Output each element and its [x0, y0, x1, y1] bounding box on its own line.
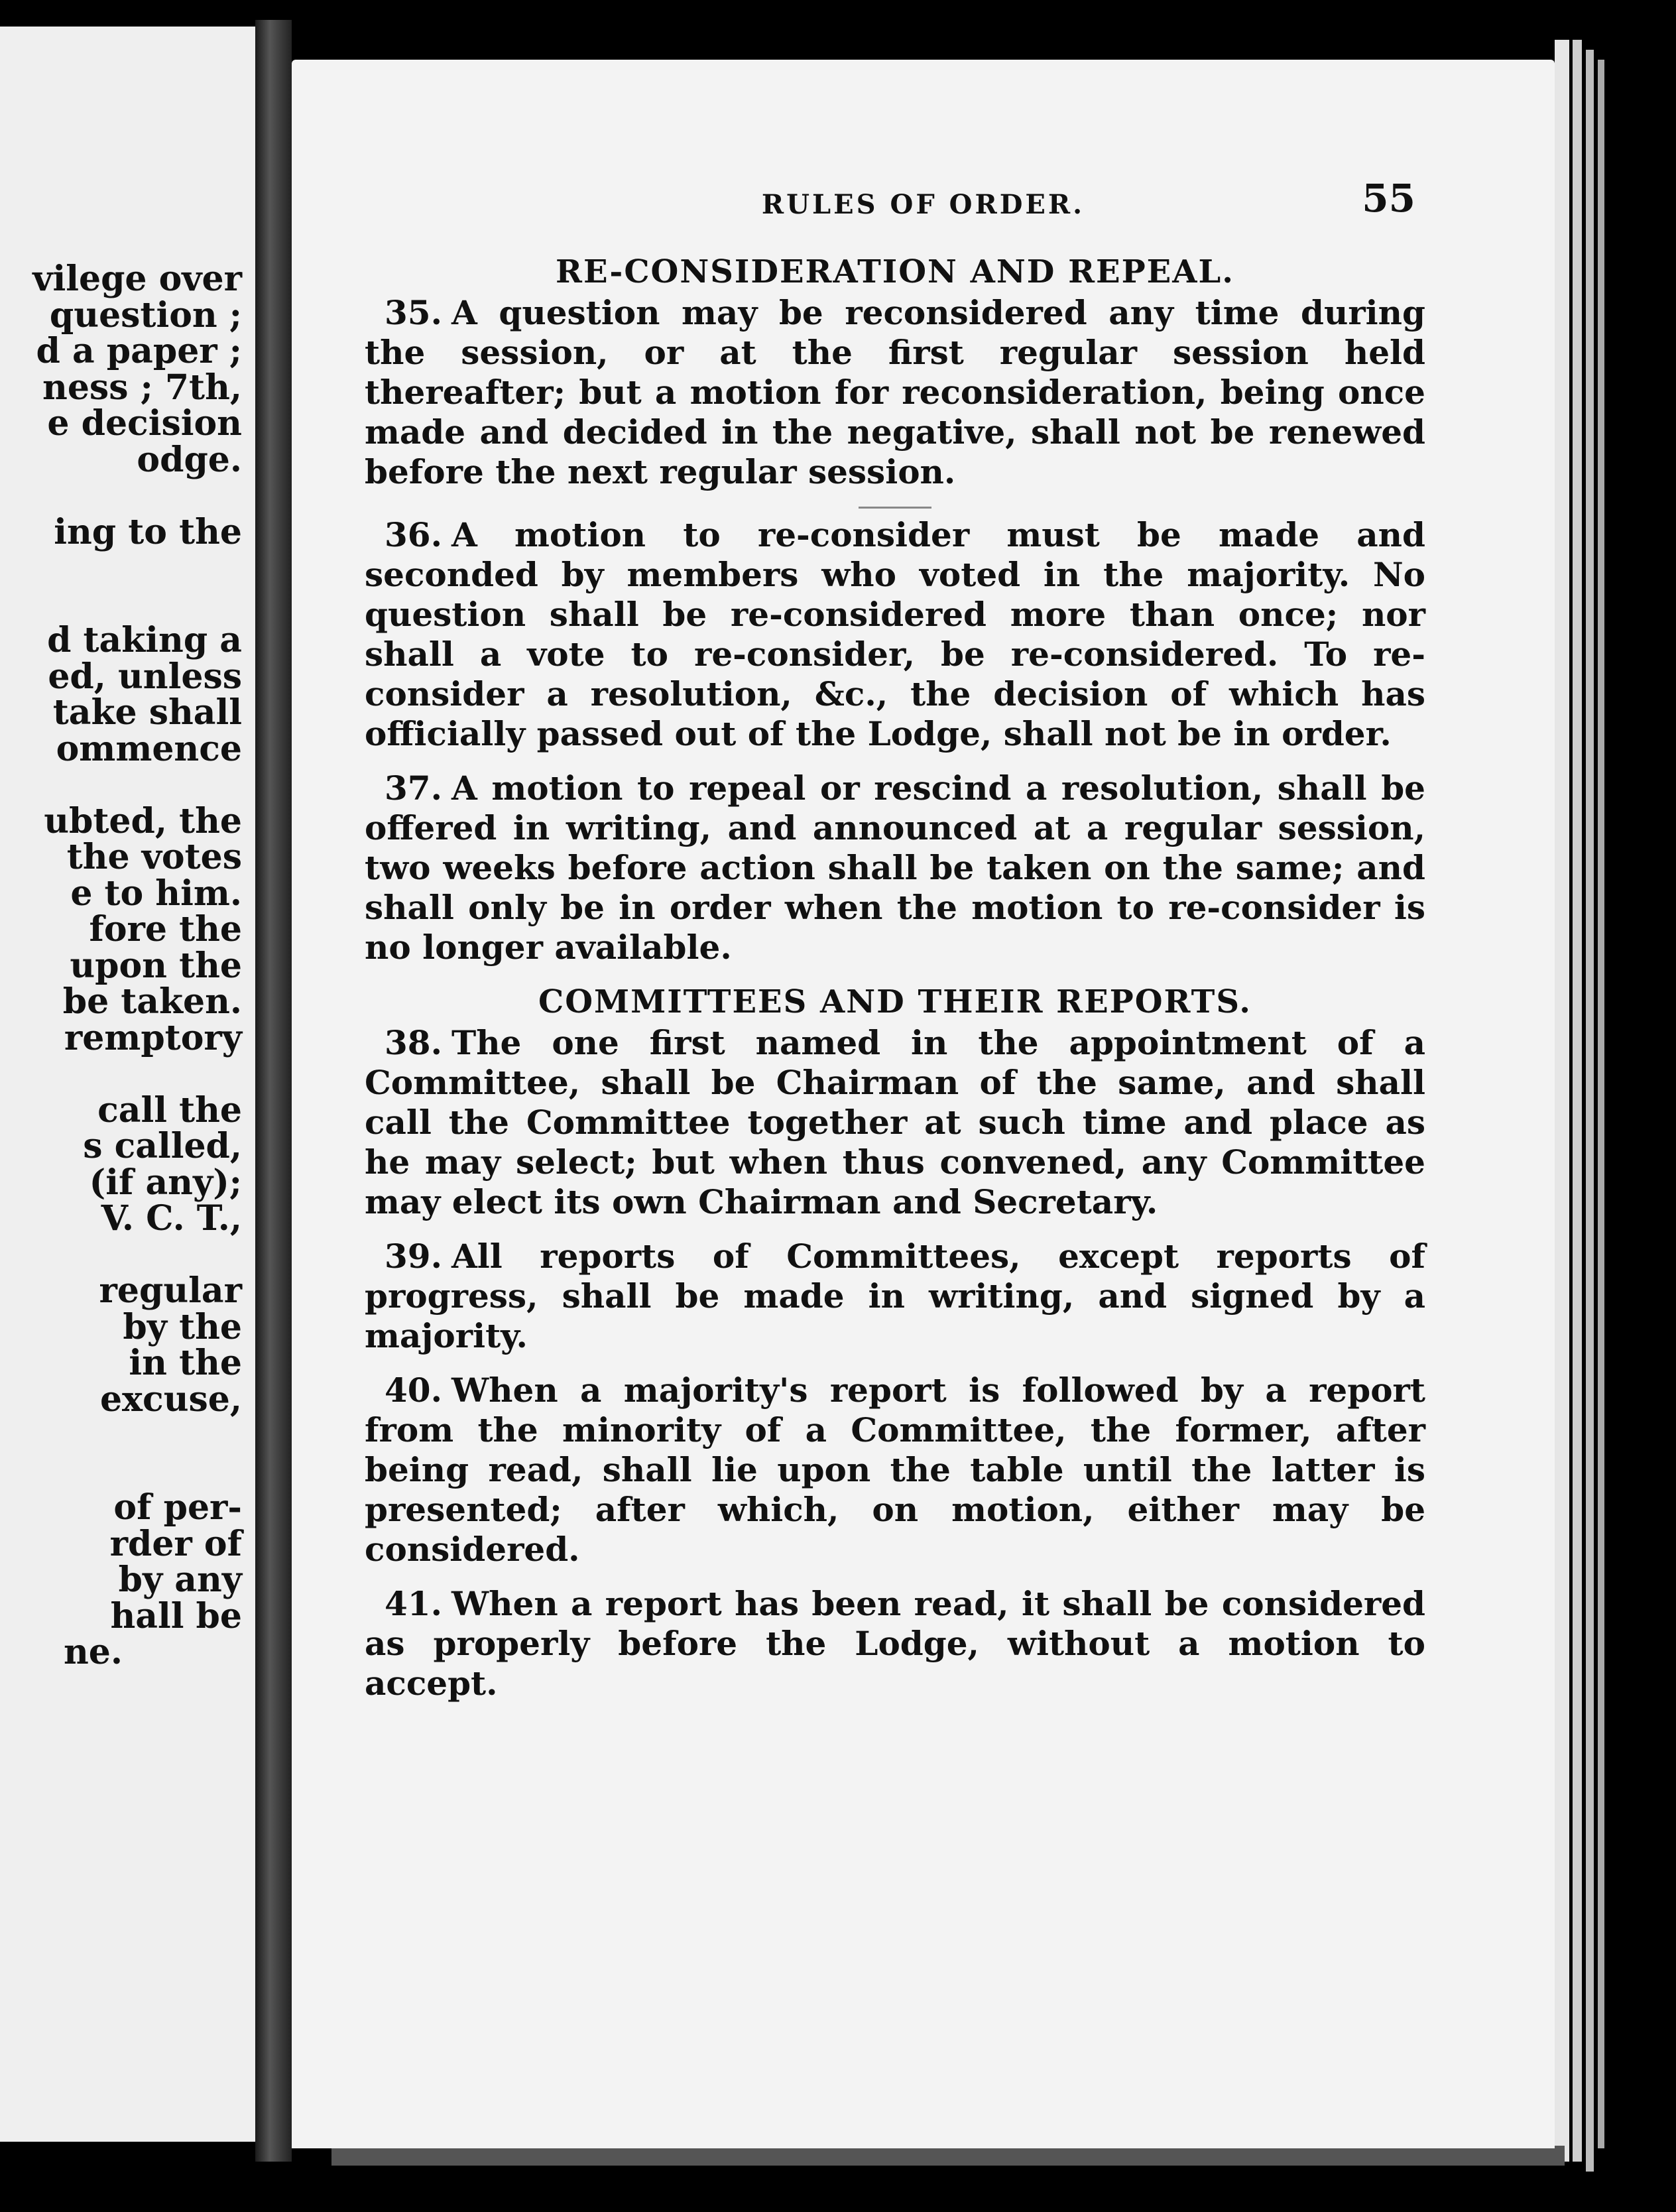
- rule-paragraph: [365, 515, 1425, 754]
- rule-text: When a report has been read, it shall be considered as properly before the Lodge, without a motion to accept.: [365, 1584, 1425, 1703]
- facing-page-line: call the: [97, 1089, 242, 1131]
- facing-page-line: ness ; 7th,: [42, 367, 242, 408]
- rule-paragraph: [365, 768, 1425, 967]
- facing-page-line: in the: [129, 1343, 242, 1383]
- facing-page-line: ommence: [56, 728, 242, 769]
- facing-page-line: the votes: [66, 837, 242, 877]
- facing-page-line: fore the: [89, 909, 242, 950]
- facing-page-line: s called,: [83, 1126, 242, 1166]
- page-edge: [1555, 40, 1569, 2162]
- facing-page-line: d a paper ;: [36, 331, 242, 371]
- facing-page-line: vilege over: [32, 259, 242, 299]
- rule-number: 40.: [385, 1371, 442, 1410]
- facing-page-line: V. C. T.,: [101, 1198, 242, 1239]
- facing-page-line: ubted, the: [44, 800, 242, 841]
- facing-page-line: odge.: [137, 439, 242, 480]
- rule-number: 36.: [385, 515, 442, 554]
- page-body: [365, 252, 1425, 1718]
- facing-page-line: remptory: [64, 1017, 242, 1058]
- rule-text: A motion to repeal or rescind a resolution, shall be offered in writing, and announced at a regular session, two weeks before action shall be taken on the same; and shall only be in order when the motion to re-consider is no longer available.: [365, 768, 1425, 967]
- facing-page-line: by any: [118, 1560, 242, 1600]
- facing-page-line: be taken.: [62, 981, 242, 1022]
- divider: [859, 507, 931, 509]
- facing-page-line: rder of: [109, 1523, 242, 1564]
- rule-text: When a majority's report is followed by a report from the minority of a Committee, the former, after being read, shall lie upon the table until the latter is presented; after which, on motion, either may be considered.: [365, 1371, 1425, 1569]
- rule-paragraph: [365, 293, 1425, 492]
- facing-page-line: ed, unless: [48, 656, 242, 697]
- page-edge: [1573, 40, 1582, 2162]
- facing-page-line: by the: [123, 1306, 242, 1347]
- facing-page-line: ne.: [64, 1632, 123, 1672]
- book-gutter: [255, 20, 292, 2162]
- running-head: RULES OF ORDER.: [761, 189, 1085, 220]
- rule-number: 35.: [385, 293, 442, 332]
- rule-paragraph: [365, 1023, 1425, 1222]
- facing-page-line: take shall: [52, 692, 242, 733]
- page-edge: [1586, 50, 1594, 2172]
- rule-text: The one first named in the appointment of a Committee, shall be Chairman of the same, and shall call the Committee together at such time and place as he may select; but when thus convened, any Committee may elect its own Chairman and Secretary.: [365, 1023, 1425, 1221]
- page-number: 55: [1362, 176, 1415, 221]
- facing-page-line: excuse,: [99, 1379, 242, 1420]
- rule-number: 41.: [385, 1584, 442, 1623]
- facing-page-line: question ;: [49, 294, 242, 336]
- book-page: [292, 60, 1555, 2148]
- rule-text: A motion to re-consider must be made and seconded by members who voted in the majority. No question shall be re-considered more than once; nor shall a vote to re-consider, be re-considered. To re-consider a resolution, &c., the decision of which has officially passed out of the Lodge, shall not be in order.: [365, 515, 1425, 753]
- facing-page-line: upon the: [70, 945, 242, 986]
- facing-page: [0, 27, 261, 2142]
- facing-page-line: d taking a: [47, 620, 242, 660]
- rule-paragraph: [365, 1237, 1425, 1356]
- facing-page-line: e decision: [47, 403, 242, 444]
- page-edge: [1598, 60, 1604, 2148]
- facing-page-line: hall be: [110, 1595, 242, 1636]
- facing-page-line: of per-: [113, 1487, 242, 1528]
- rule-number: 37.: [385, 768, 442, 808]
- section-heading: COMMITTEES AND THEIR REPORTS.: [538, 983, 1252, 1020]
- rule-number: 39.: [385, 1237, 442, 1276]
- facing-page-line: regular: [99, 1270, 242, 1311]
- page-bottom-shadow: [331, 2146, 1565, 2166]
- rule-paragraph: [365, 1371, 1425, 1569]
- rule-text: All reports of Committees, except reports of progress, shall be made in writing, and signed by a majority.: [365, 1237, 1425, 1355]
- facing-page-line: (if any);: [89, 1162, 242, 1203]
- rule-text: A question may be reconsidered any time during the session, or at the first regular session held thereafter; but a motion for reconsideration, being once made and decided in the negative, shall not be renewed before the next regular session.: [365, 293, 1425, 491]
- facing-page-line: e to him.: [70, 873, 242, 914]
- section-heading: RE-CONSIDERATION AND REPEAL.: [556, 253, 1234, 290]
- facing-page-line: ing to the: [54, 511, 242, 552]
- rule-number: 38.: [385, 1023, 442, 1062]
- rule-paragraph: [365, 1584, 1425, 1703]
